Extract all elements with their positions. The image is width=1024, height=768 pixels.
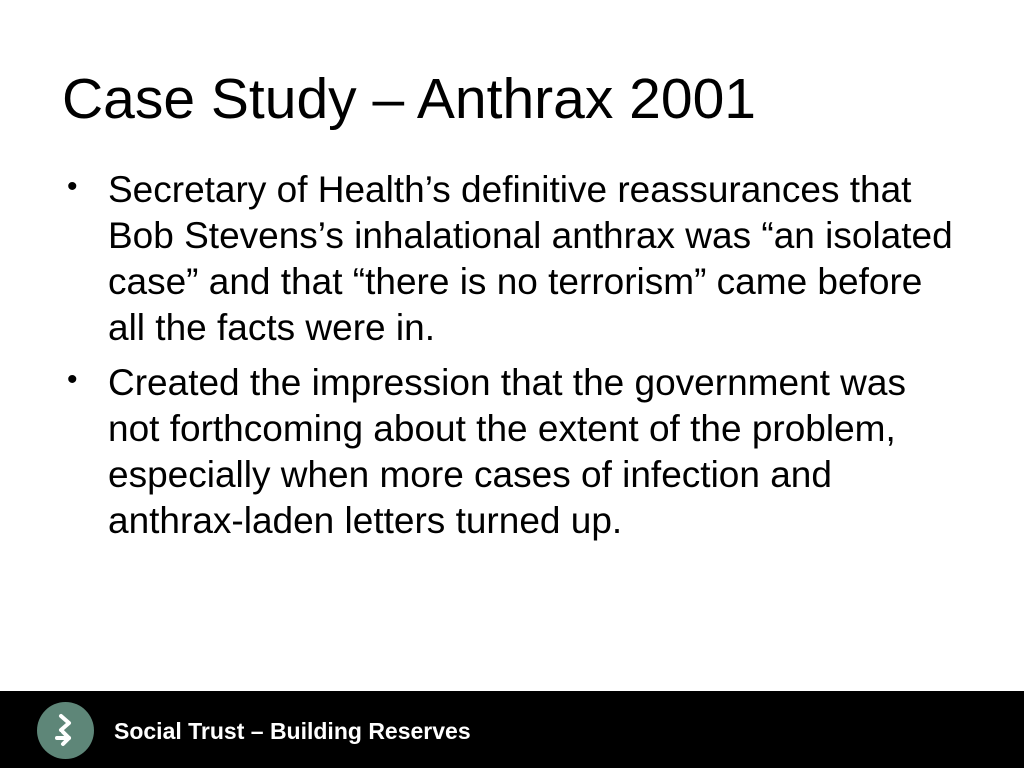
bullet-dot-icon: •	[67, 363, 78, 396]
bullet-item	[67, 360, 967, 544]
footer-bar	[0, 691, 1024, 768]
slide-title: Case Study – Anthrax 2001	[62, 67, 756, 131]
footer-text: Social Trust – Building Reserves	[114, 718, 471, 744]
bullet-dot-icon: •	[67, 170, 78, 203]
bullet-item	[67, 167, 967, 351]
arrows-glyph-icon	[37, 702, 94, 759]
bullet-list	[67, 167, 967, 553]
arrows-in-circle-icon	[37, 702, 94, 759]
bullet-text: Created the impression that the government was not forthcoming about the extent of the problem, especially when more cases of infection and anthrax-laden letters turned up.	[108, 362, 906, 541]
bullet-text: Secretary of Health’s definitive reassurances that Bob Stevens’s inhalational anthrax was “an isolated case” and that “there is no terrorism” came before all the facts were in.	[108, 169, 953, 348]
